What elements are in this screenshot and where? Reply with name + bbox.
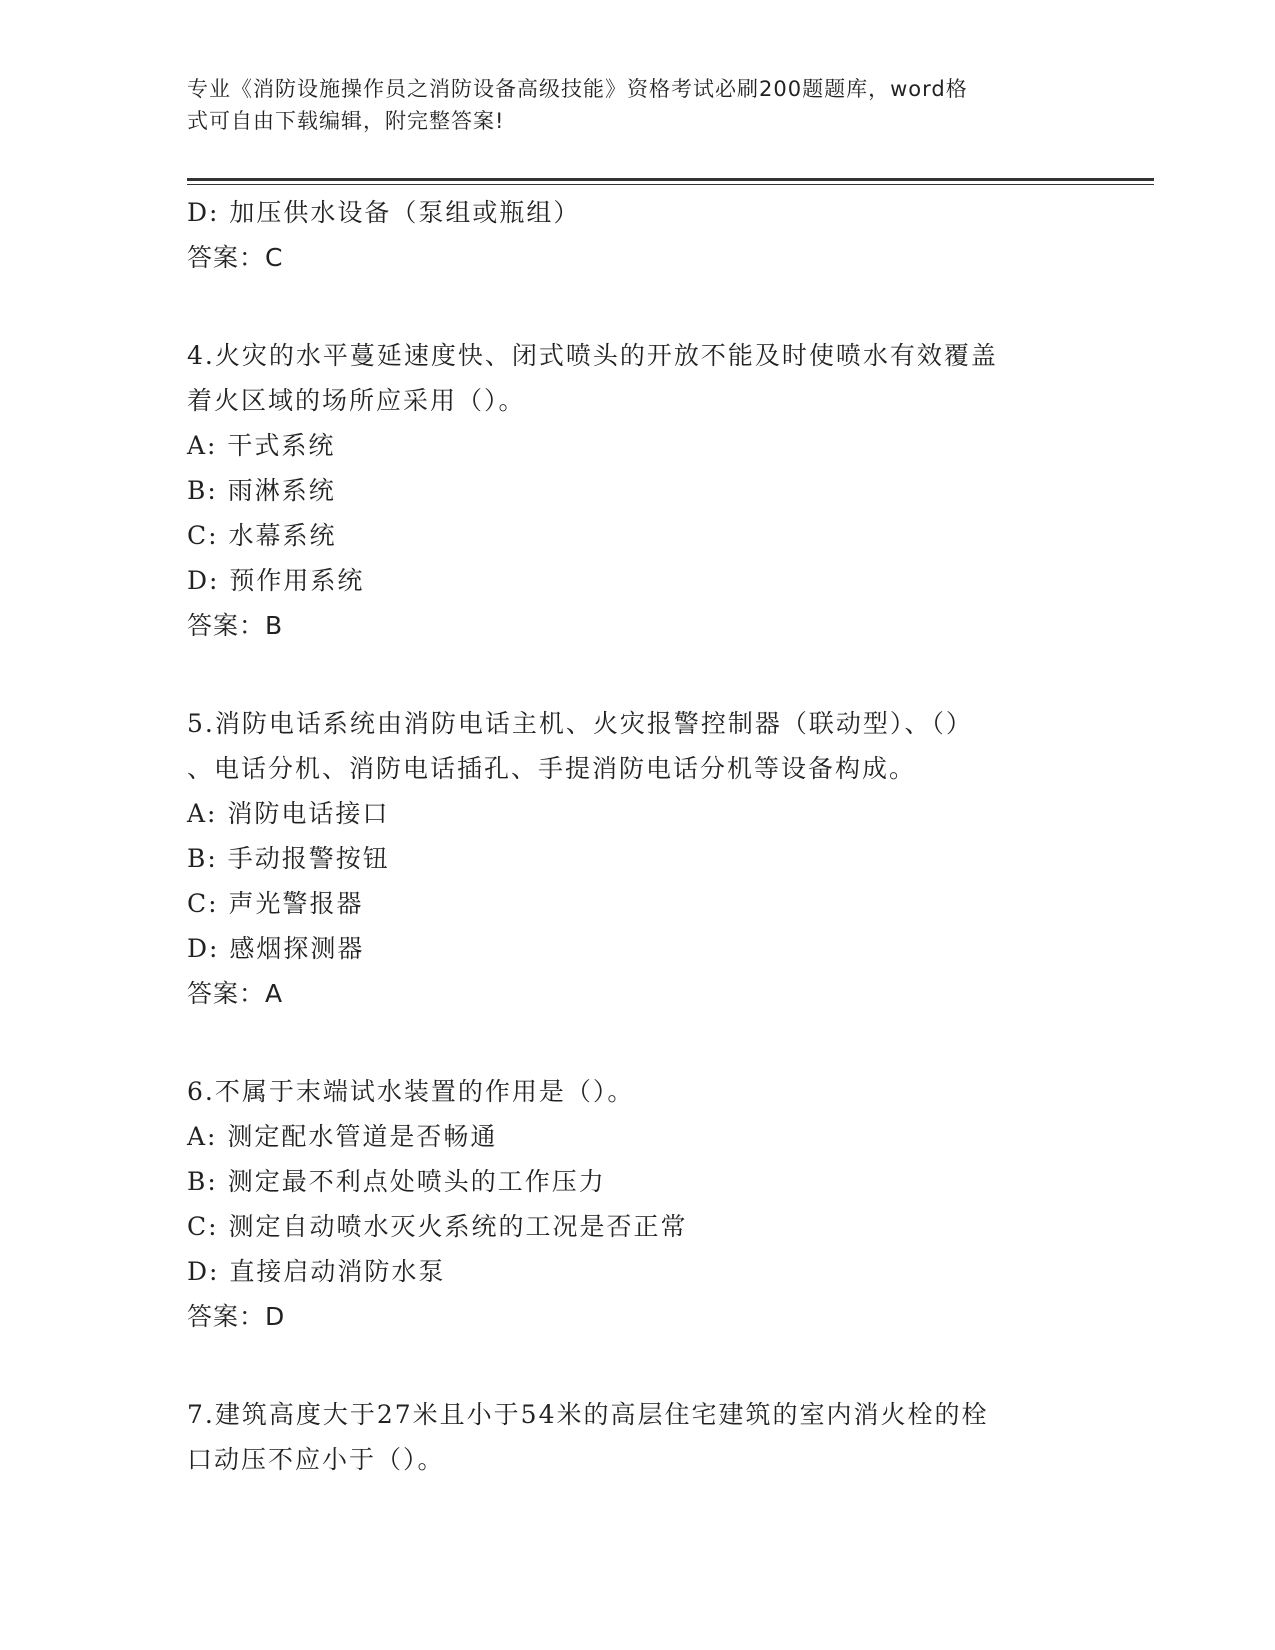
question-7 — [187, 1392, 1087, 1482]
question-stem — [187, 333, 1087, 423]
question-stem — [187, 701, 1087, 791]
question-stem — [187, 1069, 1087, 1114]
header-divider-thin — [187, 184, 1154, 185]
option-d: D: 感烟探测器 — [187, 934, 365, 963]
answer-line: 答案：A — [187, 979, 284, 1008]
stem-line: 6.不属于末端试水装置的作用是（）。 — [187, 1077, 635, 1106]
option-b: B: 测定最不利点处喷头的工作压力 — [187, 1167, 606, 1196]
answer-line: 答案：C — [187, 243, 284, 272]
stem-line: 5.消防电话系统由消防电话主机、火灾报警控制器（联动型）、（） — [187, 709, 973, 738]
previous-question-tail — [187, 190, 1087, 280]
option-a: A: 消防电话接口 — [187, 799, 390, 828]
option-a: A: 测定配水管道是否畅通 — [187, 1122, 498, 1151]
question-list — [187, 190, 1087, 1482]
option-c: C: 水幕系统 — [187, 521, 337, 550]
stem-line: 4.火灾的水平蔓延速度快、闭式喷头的开放不能及时使喷水有效覆盖 — [187, 341, 998, 370]
stem-line: 7.建筑高度大于27米且小于54米的高层住宅建筑的室内消火栓的栓 — [187, 1400, 989, 1429]
option-d: D: 直接启动消防水泵 — [187, 1257, 446, 1286]
stem-line: 、电话分机、消防电话插孔、手提消防电话分机等设备构成。 — [187, 754, 917, 783]
option-b: B: 手动报警按钮 — [187, 844, 390, 873]
stem-line: 口动压不应小于（）。 — [187, 1445, 445, 1474]
question-6 — [187, 1069, 1087, 1339]
question-5 — [187, 701, 1087, 1016]
option-d: D: 加压供水设备（泵组或瓶组） — [187, 198, 581, 227]
option-b: B: 雨淋系统 — [187, 476, 336, 505]
option-d: D: 预作用系统 — [187, 566, 365, 595]
header-divider-thick — [187, 178, 1154, 181]
option-a: A: 干式系统 — [187, 431, 336, 460]
stem-line: 着火区域的场所应采用（）。 — [187, 386, 526, 415]
header-line-1: 专业《消防设施操作员之消防设备高级技能》资格考试必刷200题题库，word格 — [187, 77, 968, 101]
question-4 — [187, 333, 1087, 648]
answer-line: 答案：D — [187, 1302, 286, 1331]
document-header — [187, 73, 1067, 137]
option-c: C: 声光警报器 — [187, 889, 364, 918]
option-c: C: 测定自动喷水灭火系统的工况是否正常 — [187, 1212, 688, 1241]
header-line-2: 式可自由下载编辑，附完整答案! — [187, 109, 505, 133]
question-stem — [187, 1392, 1087, 1482]
answer-line: 答案：B — [187, 611, 284, 640]
